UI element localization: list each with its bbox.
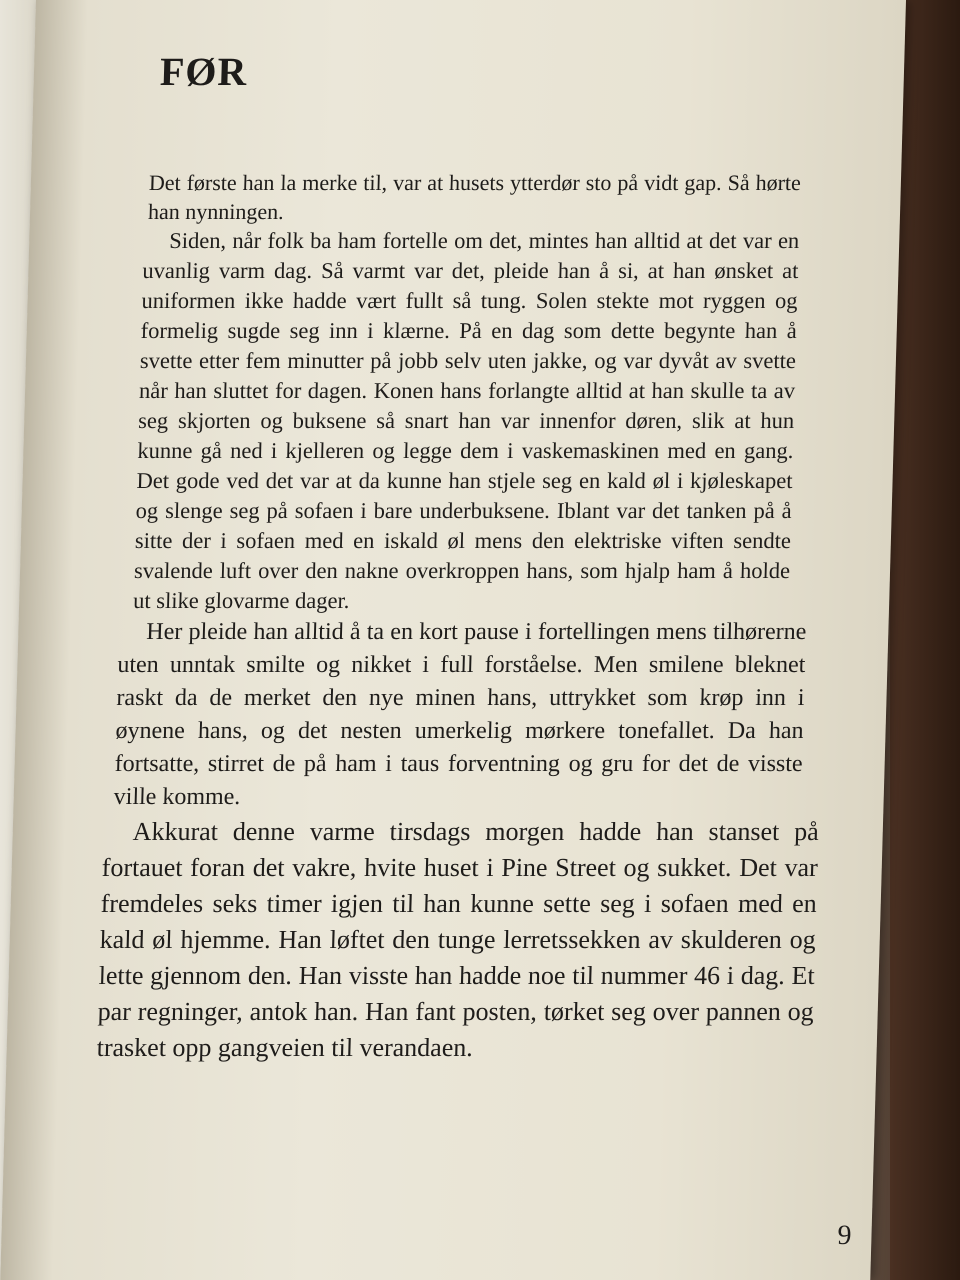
chapter-title: FØR xyxy=(159,49,249,94)
page-number: 9 xyxy=(837,1220,852,1251)
paragraph-3: Her pleide han alltid å ta en kort pause i fortellingen mens tilhørerne uten unntak smilte og nikket i full forståelse. Men smilene bleknet raskt da de merket den nye minen hans, uttrykket som krøp inn i øynene hans, og det nesten umerkelig mørkere tonefallet. Da han fortsatte, stirret de på ham i taus forventning og gru for det de visste ville komme. xyxy=(113,619,807,810)
paragraph-1: Det første han la merke til, var at husets ytterdør sto på vidt gap. Så hørte han nynningen. xyxy=(147,170,802,224)
page-content xyxy=(76,40,820,1066)
paragraph-2: Siden, når folk ba ham fortelle om det, mintes han alltid at det var en uvanlig varm dag. Så varmt var det, pleide han å si, at han ønsket at uniformen ikke hadde vært fullt så tung. Solen stekte mot ryggen og formelig sugde seg inn i klærne. På en dag som dette begynte han å svette etter fem minutter på jobb selv uten jakke, og var dyvåt av svette når han sluttet for dagen. Konen hans forlangte alltid at han skulle ta av seg skjorten og buksene så snart han var innenfor døren, slik at hun kunne gå ned i kjelleren og legge dem i vaskemaskinen med en gang. Det gode ved det var at da kunne han stjele seg en kald øl i kjøleskapet og slenge seg på sofaen i bare underbuksene. Iblant var det tanken på å sitte der i sofaen med en iskald øl mens den elektriske viften sendte svalende luft over den nakne overkroppen hans, som hjalp ham å holde ut slike glovarme dager. xyxy=(132,228,800,613)
paragraph-4: Akkurat denne varme tirsdags morgen hadde han stanset på fortauet foran det vakre, hvite huset i Pine Street og sukket. Det var fremdeles seks timer igjen til han kunne sette seg i sofaen med en kald øl hjemme. Han løftet den tunge lerretssekken av skulderen og lette gjennom den. Han visste han hadde noe til nummer 46 i dag. Et par regninger, antok han. Han fant posten, tørket seg over pannen og trasket opp gangveien til verandaen. xyxy=(96,817,820,1062)
